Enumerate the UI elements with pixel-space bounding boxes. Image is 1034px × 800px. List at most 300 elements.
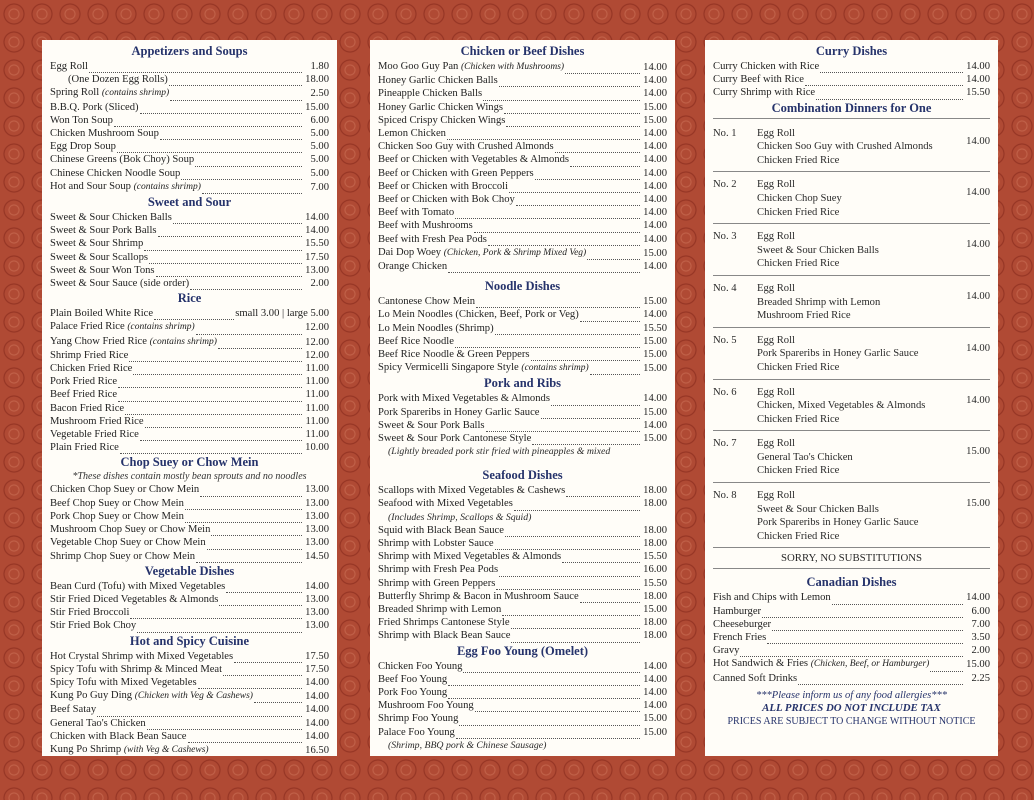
item-name: [378, 524, 504, 537]
tax-notice: ALL PRICES DO NOT INCLUDE TAX: [762, 701, 941, 714]
item-price: 14.00: [643, 700, 667, 712]
item-name: [50, 224, 157, 237]
combo-line: Chicken Fried Rice: [757, 465, 840, 477]
item-name: [378, 101, 503, 114]
menu-item: [50, 320, 329, 334]
item-price: 15.00: [643, 433, 667, 445]
item-note: (Chicken, Beef, or Hamburger): [810, 659, 930, 670]
item-name: [378, 167, 534, 180]
item-price: 14.00: [643, 88, 667, 100]
item-name-text: Chicken Foo Young: [378, 660, 463, 672]
combo-item: [713, 121, 990, 173]
item-name: [50, 536, 206, 549]
menu-item: [378, 140, 667, 153]
item-name: [378, 497, 513, 510]
combo-line: Pork Spareribs in Honey Garlic Sauce: [757, 348, 919, 360]
section-title-curry-dishes: Curry Dishes: [815, 44, 888, 58]
menu-item: [378, 550, 667, 563]
item-name-text: Spicy Tofu with Mixed Vegetables: [50, 676, 197, 688]
menu-item: [50, 375, 329, 388]
leader-dots: [145, 418, 302, 428]
leader-dots: [185, 500, 302, 510]
leader-dots: [514, 501, 640, 511]
menu-item: [378, 335, 667, 348]
item-name-text: Lo Mein Noodles (Shrimp): [378, 322, 494, 334]
leader-dots: [532, 435, 640, 445]
item-price: 2.00: [971, 645, 990, 657]
item-name-text: Stir Fried Diced Vegetables & Almonds: [50, 593, 219, 605]
item-name: [50, 101, 139, 114]
leader-dots: [832, 595, 963, 605]
menu-item: [50, 550, 329, 563]
menu-item: [378, 577, 667, 590]
menu-item: [378, 392, 667, 405]
menu-item: [378, 361, 667, 375]
menu-item: [378, 322, 667, 335]
item-name: [50, 580, 225, 593]
item-name-text: Shrimp with Green Peppers: [378, 577, 496, 589]
item-name: [378, 712, 458, 725]
item-price: 6.00: [310, 114, 329, 126]
menu-item: [713, 60, 990, 73]
item-name: [713, 644, 739, 657]
leader-dots: [125, 405, 302, 415]
item-name: [50, 167, 180, 180]
menu-item: [50, 60, 329, 73]
leader-dots: [767, 634, 963, 644]
leader-dots: [190, 280, 302, 290]
leader-dots: [506, 117, 640, 127]
leader-dots: [516, 196, 640, 206]
item-name: [378, 629, 510, 642]
leader-dots: [499, 567, 640, 577]
item-price: 15.00: [643, 406, 667, 418]
item-price: 11.00: [305, 389, 329, 401]
combo-line: Chicken Fried Rice: [757, 361, 840, 373]
combo-price: 14.00: [966, 187, 990, 199]
menu-item: [378, 260, 667, 273]
combo-price: 14.00: [966, 239, 990, 251]
menu-item: [50, 717, 329, 730]
item-name: [50, 717, 146, 730]
item-price: 15.00: [643, 335, 667, 347]
leader-dots: [580, 312, 640, 322]
item-name-text: Sweet & Sour Pork Balls: [50, 225, 157, 237]
item-price: 15.00: [643, 296, 667, 308]
item-price: 14.00: [643, 393, 667, 405]
item-name-text: Shrimp with Mixed Vegetables & Almonds: [378, 551, 562, 563]
item-name: [378, 322, 494, 335]
item-price: 14.00: [643, 419, 667, 431]
combo-number: No. 8: [713, 490, 737, 502]
item-price: 14.00: [643, 154, 667, 166]
combo-line: Sweet & Sour Chicken Balls: [757, 503, 879, 515]
price-change-notice: PRICES ARE SUBJECT TO CHANGE WITHOUT NOTICE: [727, 715, 976, 727]
leader-dots: [118, 392, 302, 402]
leader-dots: [459, 716, 640, 726]
item-price: 7.00: [310, 181, 329, 193]
item-name: [50, 153, 194, 166]
item-name: [50, 73, 168, 86]
item-name-text: Cantonese Chow Mein: [378, 296, 476, 308]
item-name-text: Shrimp with Fresh Pea Pods: [378, 564, 499, 576]
menu-item: [378, 524, 667, 537]
leader-dots: [570, 157, 640, 167]
item-price: 5.00: [310, 141, 329, 153]
item-price: 13.00: [305, 524, 329, 536]
item-name: [50, 593, 218, 606]
item-name-text: Pork Foo Young: [378, 686, 448, 698]
menu-item: [50, 743, 329, 756]
item-name: [50, 362, 132, 375]
combo-line: Egg Roll: [757, 490, 795, 502]
item-price: 3.50: [971, 632, 990, 644]
leader-dots: [154, 310, 234, 320]
combo-line: Egg Roll: [757, 334, 795, 346]
combo-line: Pork Spareribs in Honey Garlic Sauce: [757, 517, 919, 529]
item-price: 14.00: [305, 580, 329, 592]
item-note: (Chicken with Veg & Cashews): [134, 691, 253, 702]
item-price: 14.00: [643, 309, 667, 321]
combo-lines: [757, 386, 960, 427]
menu-item: [378, 497, 667, 510]
item-name: [378, 180, 508, 193]
item-price: 15.00: [643, 114, 667, 126]
item-price: 12.00: [305, 322, 329, 334]
item-name-text: Beef Foo Young: [378, 673, 448, 685]
item-name-text: Beef Rice Noodle & Green Peppers: [378, 349, 530, 361]
item-note: (contains shrimp): [127, 322, 195, 333]
combo-line: Chicken, Mixed Vegetables & Almonds: [757, 400, 926, 412]
menu-item: [378, 74, 667, 87]
section-title-combination-dinners: Combination Dinners for One: [771, 100, 932, 115]
item-price: 18.00: [643, 537, 667, 549]
item-name: [378, 419, 485, 432]
leader-dots: [448, 263, 640, 273]
item-price: 15.00: [643, 713, 667, 725]
item-name: [713, 86, 815, 99]
menu-column-left: [42, 40, 337, 756]
item-name: [378, 233, 487, 246]
item-name: [50, 606, 129, 619]
combo-lines: [757, 230, 960, 271]
item-price: 15.00: [643, 363, 667, 375]
item-price: 2.00: [310, 278, 329, 290]
item-name: [378, 563, 498, 576]
item-price: 14.00: [305, 676, 329, 688]
combo-item: [713, 380, 990, 432]
item-name-text: Vegetable Fried Rice: [50, 429, 139, 441]
item-price: 15.50: [966, 87, 990, 99]
item-price: 14.00: [643, 220, 667, 232]
item-name-text: Beef Rice Noodle: [378, 335, 454, 347]
item-name-text: Bean Curd (Tofu) with Mixed Vegetables: [50, 580, 226, 592]
combo-line: Breaded Shrimp with Lemon: [757, 296, 881, 308]
item-name: [50, 140, 116, 153]
menu-item: [713, 86, 990, 99]
menu-item: [50, 510, 329, 523]
item-name-text: Beef with Mushrooms: [378, 220, 473, 232]
item-price: 18.00: [643, 524, 667, 536]
item-name-text: Dai Dop Woey: [378, 246, 442, 258]
item-name: [50, 676, 197, 689]
item-name-text: Shrimp Chop Suey or Chow Mein: [50, 550, 196, 562]
combo-line: Chicken Fried Rice: [757, 258, 840, 270]
item-price: 14.00: [305, 717, 329, 729]
item-price: 18.00: [643, 485, 667, 497]
section-footnote: (Shrimp, BBQ pork & Chinese Sausage): [388, 739, 547, 751]
leader-dots: [496, 580, 640, 590]
combo-line: Sweet & Sour Chicken Balls: [757, 244, 879, 256]
menu-item: [50, 483, 329, 496]
menu-item: [378, 419, 667, 432]
combo-line: Egg Roll: [757, 438, 795, 450]
leader-dots: [158, 227, 302, 237]
item-price: 15.00: [966, 659, 990, 671]
leader-dots: [502, 606, 640, 616]
menu-item: [50, 536, 329, 549]
leader-dots: [185, 513, 302, 523]
item-price: 5.00: [310, 167, 329, 179]
item-name-text: Beef or Chicken with Green Peppers: [378, 167, 534, 179]
menu-item: [378, 219, 667, 232]
section-title-chicken-or-beef-dishes: Chicken or Beef Dishes: [460, 44, 585, 58]
leader-dots: [566, 487, 640, 497]
leader-dots: [218, 339, 302, 349]
item-price: 13.00: [305, 484, 329, 496]
item-name: [50, 180, 201, 194]
item-name-text: Butterfly Shrimp & Bacon in Mushroom Sauce: [378, 590, 579, 602]
item-name-text: Shrimp Fried Rice: [50, 349, 129, 361]
item-name: [50, 689, 253, 703]
item-name-text: Spiced Crispy Chicken Wings: [378, 114, 506, 126]
item-name-text: Lo Mein Noodles (Chicken, Beef, Pork or Veg): [378, 309, 579, 321]
item-name: [378, 616, 510, 629]
combo-lines: [757, 437, 960, 478]
item-name-text: Gravy: [713, 645, 740, 657]
combo-number: No. 6: [713, 386, 737, 398]
menu-item: [378, 563, 667, 576]
item-name-text: Egg Roll: [50, 61, 88, 72]
combo-number: No. 5: [713, 334, 737, 346]
item-price: 11.00: [305, 376, 329, 388]
item-name-text: Palace Fried Rice: [50, 321, 125, 333]
item-price: 13.00: [305, 607, 329, 619]
item-name: [50, 320, 195, 334]
leader-dots: [495, 540, 640, 550]
section-title-seafood-dishes: Seafood Dishes: [482, 468, 563, 483]
menu-item: [50, 237, 329, 250]
section-title-noodle-dishes: Noodle Dishes: [484, 279, 561, 294]
menu-item: [50, 349, 329, 362]
item-name-text: Plain Fried Rice: [50, 442, 119, 454]
item-price: 14.00: [643, 180, 667, 192]
section-title-egg-foo-young-omelet: Egg Foo Young (Omelet): [456, 643, 589, 658]
leader-dots: [207, 540, 302, 550]
menu-item: [378, 537, 667, 550]
menu-item: [50, 86, 329, 100]
item-name-text: Shrimp Foo Young: [378, 713, 459, 725]
leader-dots: [816, 90, 963, 100]
leader-dots: [590, 365, 640, 375]
item-price: 14.00: [966, 592, 990, 604]
menu-item: [50, 114, 329, 127]
item-name-text: Fried Shrimps Cantonese Style: [378, 617, 510, 629]
item-price: small 3.00 | large 5.00: [235, 308, 329, 320]
allergy-notice: ***Please inform us of any food allergies***: [756, 689, 947, 701]
leader-dots: [535, 170, 640, 180]
item-price: 14.00: [305, 212, 329, 224]
combo-line: Chicken Chop Suey: [757, 192, 842, 204]
combo-item: [713, 431, 990, 483]
menu-item: [50, 523, 329, 536]
item-name: [378, 406, 540, 419]
leader-dots: [223, 666, 302, 676]
item-price: 18.00: [643, 617, 667, 629]
menu-item: [50, 415, 329, 428]
item-name: [378, 87, 482, 100]
item-name: [713, 605, 761, 618]
item-price: 11.00: [305, 415, 329, 427]
item-price: 16.00: [643, 564, 667, 576]
leader-dots: [475, 702, 640, 712]
combo-line: Egg Roll: [757, 386, 795, 398]
menu-column-middle: [370, 40, 675, 756]
item-name: [378, 673, 447, 686]
leader-dots: [463, 663, 640, 673]
menu-item: [50, 428, 329, 441]
menu-item: [50, 224, 329, 237]
menu-item: [378, 246, 667, 260]
menu-item: [378, 60, 667, 74]
item-price: 15.50: [643, 577, 667, 589]
menu-item: [378, 603, 667, 616]
combo-line: Chicken Fried Rice: [757, 413, 840, 425]
item-name: [378, 246, 586, 260]
divider: [713, 118, 990, 119]
combo-number: No. 7: [713, 438, 737, 450]
menu-item: [50, 402, 329, 415]
item-name: [378, 603, 501, 616]
item-price: 15.00: [643, 603, 667, 615]
menu-item: [378, 660, 667, 673]
combo-price: 15.00: [966, 446, 990, 458]
menu-item: [50, 127, 329, 140]
item-name: [50, 127, 159, 140]
item-price: 15.00: [643, 247, 667, 259]
menu-item: [50, 593, 329, 606]
item-price: 14.00: [643, 141, 667, 153]
item-name: [50, 375, 117, 388]
item-price: 14.50: [305, 550, 329, 562]
menu-item: [378, 616, 667, 629]
item-name: [378, 153, 569, 166]
item-name: [378, 550, 561, 563]
leader-dots: [147, 720, 302, 730]
leader-dots: [565, 64, 640, 74]
item-name-text: Plain Boiled White Rice: [50, 308, 154, 320]
menu-item: [713, 73, 990, 86]
item-name-text: Chicken Mushroom Soup: [50, 128, 159, 140]
item-price: 14.00: [305, 704, 329, 716]
item-name: [378, 114, 505, 127]
item-price: 14.00: [643, 167, 667, 179]
leader-dots: [772, 621, 963, 631]
combo-line: Chicken Fried Rice: [757, 530, 840, 542]
leader-dots: [89, 63, 302, 73]
item-name: [50, 428, 139, 441]
item-name: [378, 140, 554, 153]
section-title-appetizers-and-soups: Appetizers and Soups: [131, 44, 248, 58]
item-name-text: Chinese Chicken Noodle Soup: [50, 167, 181, 179]
menu-item: [378, 726, 667, 739]
item-name: [378, 577, 495, 590]
item-price: 15.50: [643, 322, 667, 334]
section-title-sweet-and-sour: Sweet and Sour: [147, 195, 232, 210]
item-name-text: Sweet & Sour Pork Cantonese Style: [378, 433, 532, 445]
item-price: 14.00: [643, 233, 667, 245]
item-note: (contains shrimp): [101, 88, 170, 99]
item-name-text: B.B.Q. Pork (Sliced): [50, 101, 139, 113]
item-name: [378, 193, 515, 206]
item-name: [50, 251, 148, 264]
item-name: [378, 348, 530, 361]
item-name-text: Moo Goo Guy Pan: [378, 61, 459, 72]
item-name-text: Breaded Shrimp with Lemon: [378, 603, 502, 615]
leader-dots: [504, 104, 640, 114]
menu-item: [50, 362, 329, 375]
item-name: [50, 349, 128, 362]
leader-dots: [551, 396, 640, 406]
leader-dots: [740, 647, 963, 657]
item-name-text: Beef with Fresh Pea Pods: [378, 233, 487, 245]
item-name: [378, 432, 531, 445]
item-price: 15.50: [643, 551, 667, 563]
item-name: [50, 743, 209, 756]
item-name: [50, 264, 155, 277]
item-name: [378, 537, 494, 550]
leader-dots: [114, 117, 302, 127]
menu-item: [378, 406, 667, 419]
combo-price: 14.00: [966, 290, 990, 302]
leader-dots: [144, 241, 302, 251]
item-name-text: Yang Chow Fried Rice: [50, 335, 147, 347]
combo-line: Egg Roll: [757, 127, 795, 139]
combo-price: 15.00: [966, 498, 990, 510]
item-price: 14.00: [643, 194, 667, 206]
leader-dots: [133, 365, 302, 375]
item-price: 13.00: [305, 497, 329, 509]
item-price: 11.00: [305, 429, 329, 441]
item-price: 15.00: [643, 101, 667, 113]
item-price: 17.50: [305, 251, 329, 263]
item-name-text: Sweet & Sour Sauce (side order): [50, 278, 190, 290]
menu-item: [50, 153, 329, 166]
item-price: 10.00: [305, 442, 329, 454]
menu-item: [50, 180, 329, 194]
leader-dots: [486, 422, 640, 432]
item-name: [378, 335, 454, 348]
item-name: [378, 361, 589, 375]
leader-dots: [156, 267, 302, 277]
item-name: [378, 484, 565, 497]
combo-item: [713, 172, 990, 224]
item-name-text: Curry Chicken with Rice: [713, 61, 820, 72]
leader-dots: [198, 679, 302, 689]
item-name-text: Scallops with Mixed Vegetables & Cashews: [378, 485, 566, 497]
menu-item: [378, 590, 667, 603]
item-name: [50, 335, 217, 349]
